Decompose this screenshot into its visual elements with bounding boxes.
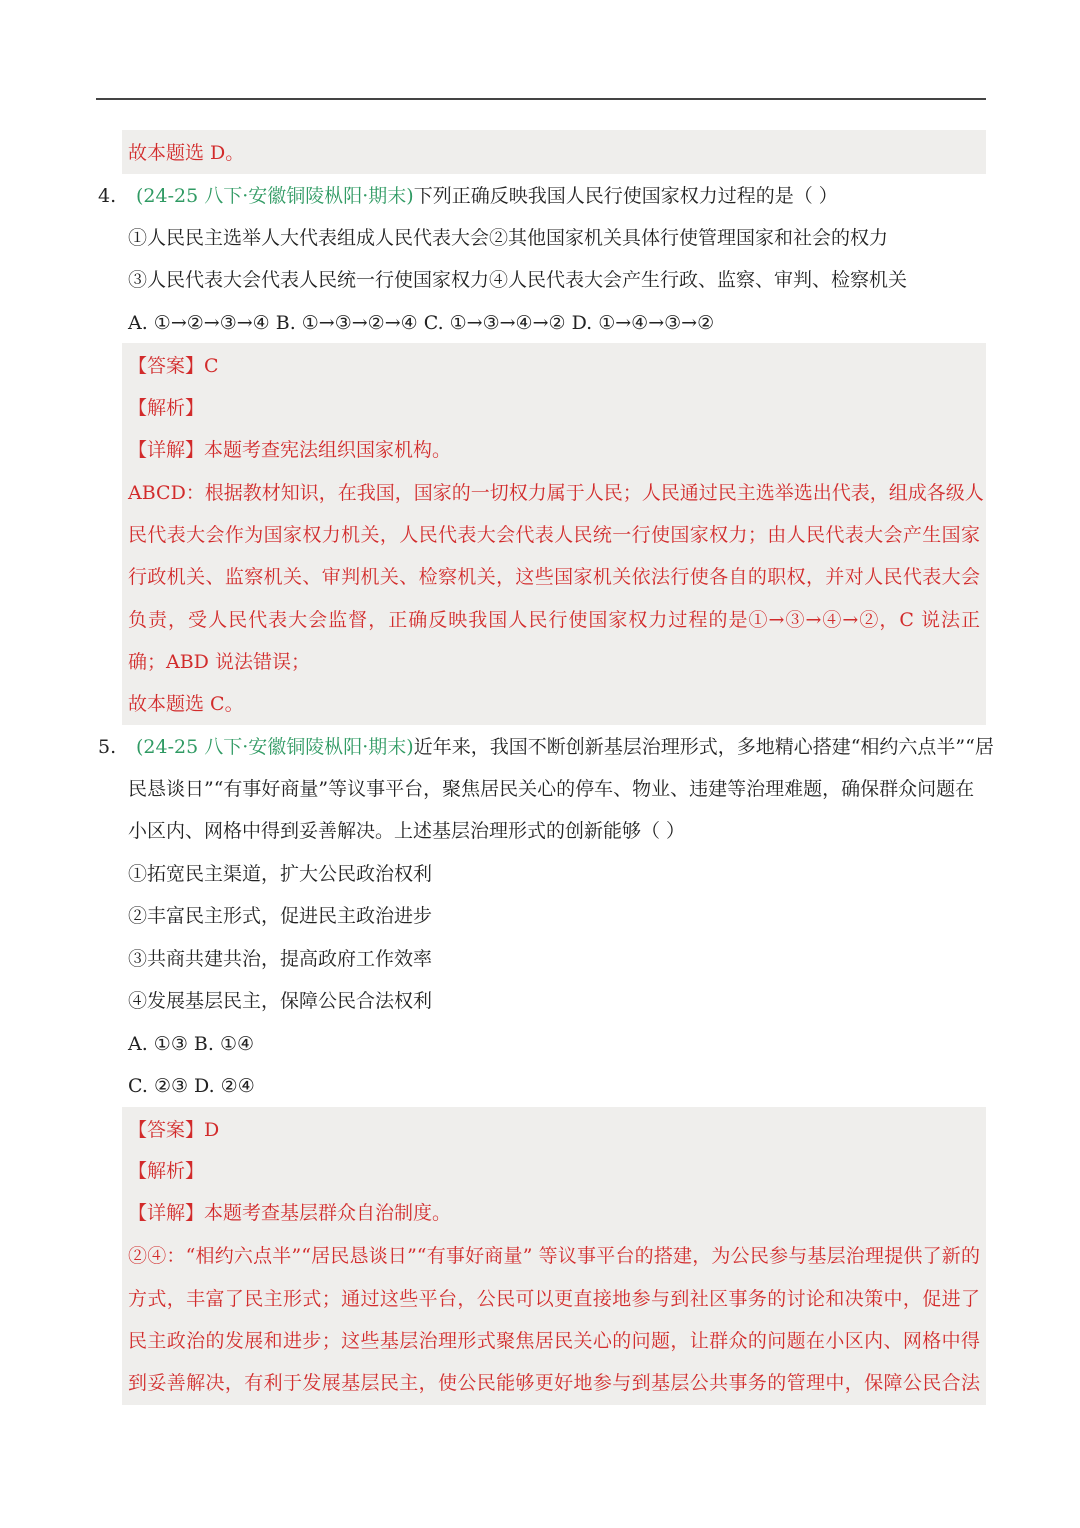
q4-answer: 【答案】C (128, 355, 219, 377)
q4-explanation-line: ABCD：根据教材知识，在我国，国家的一切权力属于人民；人民通过民主选举选出代表，组成各级人 (128, 482, 984, 504)
q5-stem-line1 (136, 734, 994, 760)
q4-stem-line (136, 183, 838, 209)
q5-explanation-line: 民主政治的发展和进步；这些基层治理形式聚焦居民关心的问题，让群众的问题在小区内、网格中得 (128, 1330, 980, 1352)
prev-conclusion: 故本题选 D。 (128, 142, 245, 164)
q5-source: (24-25 八下·安徽铜陵枞阳·期末) (136, 736, 414, 758)
q4-explanation-line: 民代表大会作为国家权力机关，人民代表大会代表人民统一行使国家权力；由人民代表大会产生国家 (128, 524, 980, 546)
q4-conclusion: 故本题选 C。 (128, 693, 244, 715)
q5-number: 5. (98, 736, 117, 758)
q4-analysis-label: 【解析】 (128, 397, 205, 419)
q5-stem-line3: 小区内、网格中得到妥善解决。上述基层治理形式的创新能够（ ） (128, 820, 686, 842)
q5-item: ①拓宽民主渠道，扩大公民政治权利 (128, 863, 433, 885)
q5-detail-line (128, 1200, 451, 1226)
q4-options: A. ①→②→③→④ B. ①→③→②→④ C. ①→③→④→② D. ①→④→③→② (128, 312, 715, 334)
q5-item: ③共商共建共治，提高政府工作效率 (128, 948, 433, 970)
q5-options-line2: C. ②③ D. ②④ (128, 1075, 255, 1097)
q5-answer: 【答案】D (128, 1119, 220, 1141)
q5-stem-1: 近年来，我国不断创新基层治理形式，多地精心搭建“相约六点半”“居 (413, 736, 994, 758)
q4-items-line2: ③人民代表大会代表人民统一行使国家权力④人民代表大会产生行政、监察、审判、检察机关 (128, 269, 908, 291)
q4-detail-text: 本题考查宪法组织国家机构。 (204, 439, 452, 461)
q4-detail-label: 【详解】 (128, 439, 205, 461)
q5-explanation-line: 到妥善解决，有利于发展基层民主，使公民能够更好地参与到基层公共事务的管理中，保障公民合法 (128, 1372, 980, 1394)
q5-stem-line2: 民恳谈日”“有事好商量”等议事平台，聚焦居民关心的停车、物业、违建等治理难题，确保群众问题在 (128, 778, 975, 800)
q4-detail-line (128, 437, 451, 463)
q5-item: ④发展基层民主，保障公民合法权利 (128, 990, 433, 1012)
q4-stem: 下列正确反映我国人民行使国家权力过程的是（ ） (413, 185, 838, 207)
q4-explanation-line: 行政机关、监察机关、审判机关、检察机关，这些国家机关依法行使各自的职权，并对人民代表大会 (128, 566, 980, 588)
q4-items-line1: ①人民民主选举人大代表组成人民代表大会②其他国家机关具体行使管理国家和社会的权力 (128, 227, 889, 249)
q5-detail-text: 本题考查基层群众自治制度。 (204, 1202, 452, 1224)
q4-explanation-line: 确；ABD 说法错误； (128, 651, 310, 673)
q5-analysis-label: 【解析】 (128, 1160, 205, 1182)
q5-explanation-line: ②④：“相约六点半”“居民恳谈日”“有事好商量” 等议事平台的搭建，为公民参与基层治理提供了新的 (128, 1245, 980, 1267)
q5-detail-label: 【详解】 (128, 1202, 205, 1224)
q5-explanation-line: 方式，丰富了民主形式；通过这些平台，公民可以更直接地参与到社区事务的讨论和决策中，促进了 (128, 1288, 980, 1310)
q4-source: (24-25 八下·安徽铜陵枞阳·期末) (136, 185, 414, 207)
header-rule (96, 98, 986, 100)
q5-options-line1: A. ①③ B. ①④ (128, 1033, 255, 1055)
q4-number: 4. (98, 185, 117, 207)
answer-box-prev (122, 130, 986, 174)
q4-explanation-line: 负责，受人民代表大会监督，正确反映我国人民行使国家权力过程的是①→③→④→②，C 说法正 (128, 609, 980, 631)
q5-item: ②丰富民主形式，促进民主政治进步 (128, 905, 433, 927)
